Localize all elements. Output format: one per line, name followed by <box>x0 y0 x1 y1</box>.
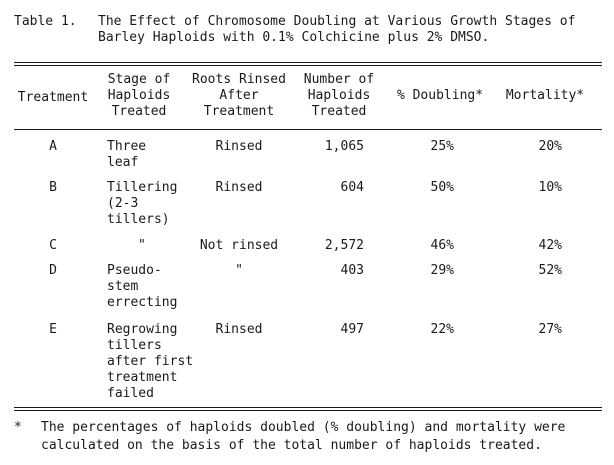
row-b-mortality: 10% <box>538 180 562 195</box>
header-stage: Stage of Haploids Treated <box>107 72 171 119</box>
row-c-doubling: 46% <box>430 238 454 253</box>
footnote-line-1: The percentages of haploids doubled (% doubling) and mortality were <box>41 420 566 435</box>
row-c-roots: Not rinsed <box>199 238 279 253</box>
header-roots-rinsed: Roots Rinsed After Treatment <box>192 72 286 119</box>
row-b-number: 604 <box>340 180 364 195</box>
row-c-stage: " <box>138 238 146 253</box>
row-e-doubling: 22% <box>430 322 454 337</box>
row-e-stage: Regrowing tillers after first treatment failed <box>107 322 194 401</box>
row-a-number: 1,065 <box>324 139 364 154</box>
row-e-treatment: E <box>49 322 57 337</box>
row-b-treatment: B <box>49 180 57 195</box>
top-rule-double <box>14 65 602 66</box>
header-doubling: % Doubling* <box>396 88 484 103</box>
row-d-treatment: D <box>49 263 57 278</box>
row-d-roots: " <box>235 263 243 278</box>
bottom-rule <box>14 407 602 408</box>
row-b-doubling: 50% <box>430 180 454 195</box>
row-b-stage: Tillering (2-3 tillers) <box>107 180 178 227</box>
header-rule <box>14 129 602 130</box>
table-label: Table 1. <box>14 14 77 29</box>
row-d-number: 403 <box>340 263 364 278</box>
row-a-mortality: 20% <box>538 139 562 154</box>
row-b-roots: Rinsed <box>215 180 263 195</box>
row-c-number: 2,572 <box>324 238 364 253</box>
row-a-roots: Rinsed <box>215 139 263 154</box>
footnote-marker: * <box>14 420 22 435</box>
row-c-mortality: 42% <box>538 238 562 253</box>
table-title-line-1: The Effect of Chromosome Doubling at Various Growth Stages of <box>98 14 576 29</box>
bottom-rule-double <box>14 410 602 411</box>
row-d-doubling: 29% <box>430 263 454 278</box>
row-a-stage: Three leaf <box>107 139 147 170</box>
header-number-treated: Number of Haploids Treated <box>303 72 375 119</box>
row-d-mortality: 52% <box>538 263 562 278</box>
row-e-number: 497 <box>340 322 364 337</box>
header-mortality: Mortality* <box>505 88 585 103</box>
top-rule <box>14 62 602 63</box>
row-d-stage: Pseudo- stem errecting <box>107 263 178 310</box>
row-e-mortality: 27% <box>538 322 562 337</box>
row-a-treatment: A <box>49 139 57 154</box>
footnote-line-2: calculated on the basis of the total number of haploids treated. <box>41 438 542 453</box>
row-e-roots: Rinsed <box>215 322 263 337</box>
row-c-treatment: C <box>49 238 57 253</box>
row-a-doubling: 25% <box>430 139 454 154</box>
header-treatment: Treatment <box>17 90 89 105</box>
table-title-line-2: Barley Haploids with 0.1% Colchicine plus 2% DMSO. <box>98 30 490 45</box>
